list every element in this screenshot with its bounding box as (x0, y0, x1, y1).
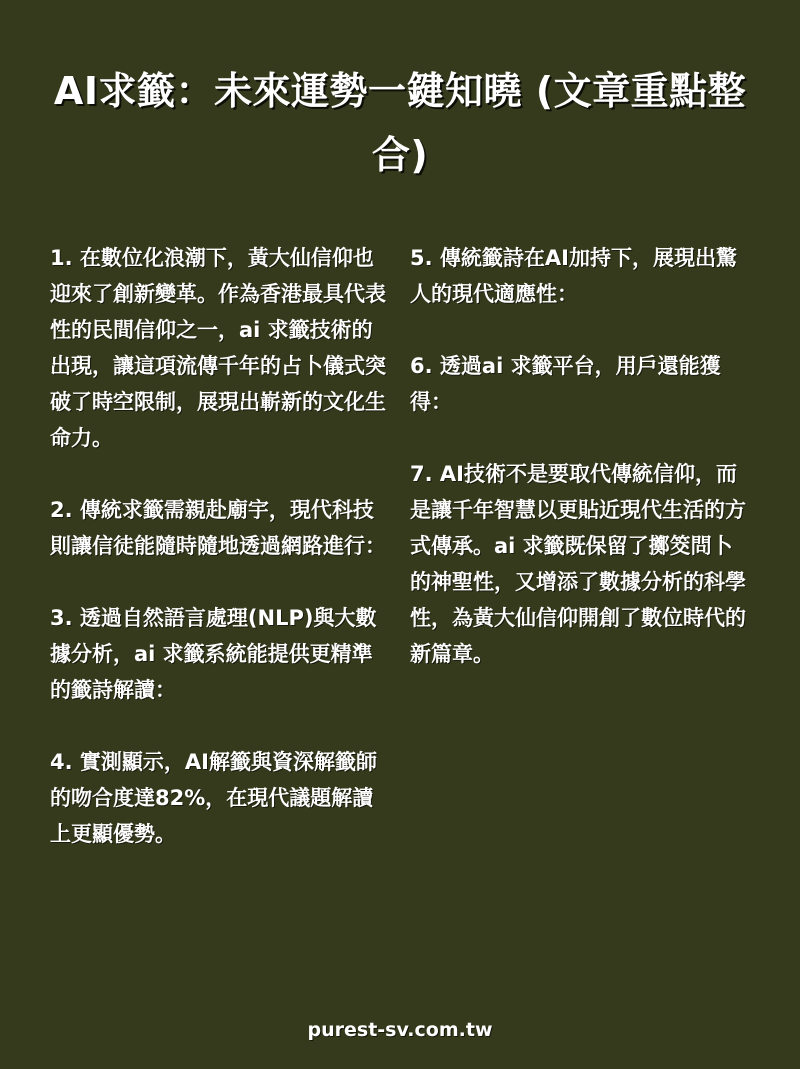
right-column (410, 240, 750, 888)
point-2: 2. 傳統求籤需親赴廟宇，現代科技則讓信徒能隨時隨地透過網路進行： (50, 498, 386, 558)
point-1: 1. 在數位化浪潮下，黃大仙信仰也迎來了創新變革。作為香港最具代表性的民間信仰之一，ai 求籤技術的出現，讓這項流傳千年的占卜儀式突破了時空限制，展現出嶄新的文化生命力。 (50, 246, 386, 450)
footer-domain: purest-sv.com.tw (307, 1019, 493, 1041)
point-3: 3. 透過自然語言處理(NLP)與大數據分析，ai 求籤系統能提供更精準的籤詩解讀： (50, 606, 377, 702)
point-5: 5. 傳統籤詩在AI加持下，展現出驚人的現代適應性： (410, 246, 737, 306)
content-columns (50, 240, 750, 888)
point-6: 6. 透過ai 求籤平台，用戶還能獲得： (410, 354, 721, 414)
page-title: AI求籤：未來運勢一鍵知曉 (文章重點整合) (53, 69, 747, 178)
point-7: 7. AI技術不是要取代傳統信仰，而是讓千年智慧以更貼近現代生活的方式傳承。ai 求籤既保留了擲筊問卜的神聖性，又增添了數據分析的科學性，為黃大仙信仰開創了數位時代的新篇章。 (410, 462, 746, 666)
point-4: 4. 實測顯示，AI解籤與資深解籤師的吻合度達82%，在現代議題解讀上更顯優勢。 (50, 750, 377, 846)
left-column (50, 240, 390, 888)
